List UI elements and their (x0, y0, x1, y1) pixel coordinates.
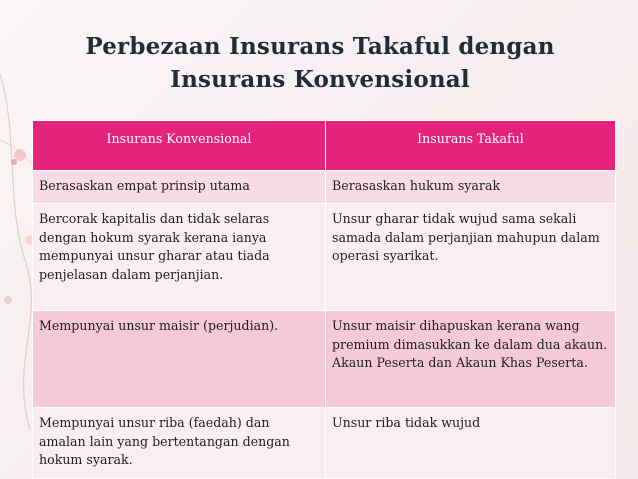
table-row (33, 171, 616, 204)
cell-takaful: Berasaskan hukum syarak (326, 171, 616, 204)
table-row (33, 204, 616, 311)
header-konvensional: Insurans Konvensional (33, 121, 326, 171)
cell-konvensional: Bercorak kapitalis dan tidak selaras dengan hokum syarak kerana ianya mempunyai unsur gharar atau tiada penjelasan dalam perjanjian. (33, 204, 326, 311)
cell-takaful: Unsur gharar tidak wujud sama sekali samada dalam perjanjian mahupun dalam operasi syarikat. (326, 204, 616, 311)
cell-konvensional: Mempunyai unsur riba (faedah) dan amalan lain yang bertentangan dengan hokum syarak. (33, 408, 326, 479)
slide-title-line-2: Insurans Konvensional (170, 66, 470, 93)
cell-konvensional: Berasaskan empat prinsip utama (33, 171, 326, 204)
cell-takaful: Unsur riba tidak wujud (326, 408, 616, 479)
table-header-row (33, 121, 616, 171)
cell-konvensional: Mempunyai unsur maisir (perjudian). (33, 311, 326, 408)
table-row (33, 311, 616, 408)
header-takaful: Insurans Takaful (326, 121, 616, 171)
cell-takaful: Unsur maisir dihapuskan kerana wang premium dimasukkan ke dalam dua akaun. Akaun Peserta dan Akaun Khas Peserta. (326, 311, 616, 408)
table-row (33, 408, 616, 479)
slide-title (40, 30, 600, 96)
slide-title-line-1: Perbezaan Insurans Takaful dengan (85, 33, 555, 60)
comparison-table (32, 120, 616, 479)
